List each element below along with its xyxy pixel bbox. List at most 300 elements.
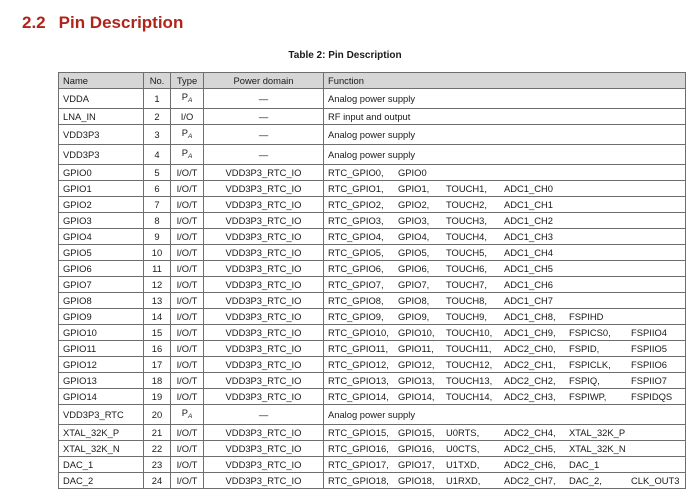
power-domain-cell: — bbox=[204, 145, 324, 165]
function-list bbox=[328, 127, 685, 142]
function-list bbox=[328, 357, 685, 372]
table-row bbox=[59, 109, 686, 125]
function-item: GPIO2, bbox=[398, 199, 430, 210]
function-cell bbox=[324, 373, 686, 389]
pin-type-cell bbox=[171, 181, 204, 197]
pin-number-cell: 8 bbox=[144, 213, 171, 229]
pin-type-subscript: A bbox=[187, 413, 193, 420]
function-list bbox=[328, 109, 685, 124]
pin-type-label: I/O/T bbox=[176, 359, 198, 370]
function-item: TOUCH7, bbox=[446, 279, 487, 290]
function-item: ADC1_CH3 bbox=[504, 231, 553, 242]
pin-number-cell: 18 bbox=[144, 373, 171, 389]
function-item: ADC2_CH1, bbox=[504, 359, 556, 370]
function-item: FSPIDQS bbox=[631, 391, 673, 402]
pin-type-label: I/O/T bbox=[176, 475, 198, 486]
table-row bbox=[59, 89, 686, 109]
function-list bbox=[328, 147, 685, 162]
function-cell bbox=[324, 473, 686, 489]
pin-name-cell: GPIO7 bbox=[59, 277, 144, 293]
function-item: ADC2_CH0, bbox=[504, 343, 556, 354]
pin-name-cell: GPIO5 bbox=[59, 245, 144, 261]
function-list bbox=[328, 389, 685, 404]
function-item: ADC1_CH5 bbox=[504, 263, 553, 274]
function-item: GPIO14, bbox=[398, 391, 435, 402]
pin-type-cell bbox=[171, 213, 204, 229]
power-domain-cell: VDD3P3_RTC_IO bbox=[204, 457, 324, 473]
function-cell bbox=[324, 405, 686, 425]
function-item: FSPIIO4 bbox=[631, 327, 667, 338]
pin-name-cell: GPIO14 bbox=[59, 389, 144, 405]
pin-type-label: I/O/T bbox=[176, 183, 198, 194]
function-list bbox=[328, 373, 685, 388]
function-cell bbox=[324, 425, 686, 441]
section-title: Pin Description bbox=[58, 13, 184, 32]
function-item: TOUCH9, bbox=[446, 311, 487, 322]
function-item: RTC_GPIO18, bbox=[328, 475, 389, 486]
pin-name-cell: DAC_1 bbox=[59, 457, 144, 473]
function-item: Analog power supply bbox=[328, 129, 416, 140]
pin-number-cell: 5 bbox=[144, 165, 171, 181]
table-row bbox=[59, 165, 686, 181]
pin-type-cell bbox=[171, 357, 204, 373]
function-item: TOUCH3, bbox=[446, 215, 487, 226]
pin-name-cell: GPIO1 bbox=[59, 181, 144, 197]
function-item: Analog power supply bbox=[328, 93, 416, 104]
function-item: RTC_GPIO10, bbox=[328, 327, 389, 338]
function-item: FSPIQ, bbox=[569, 375, 600, 386]
table-row bbox=[59, 441, 686, 457]
power-domain-cell: — bbox=[204, 109, 324, 125]
pin-name-cell: VDDA bbox=[59, 89, 144, 109]
function-item: ADC2_CH2, bbox=[504, 375, 556, 386]
pin-number-cell: 1 bbox=[144, 89, 171, 109]
function-cell bbox=[324, 357, 686, 373]
table-row bbox=[59, 145, 686, 165]
pin-name-cell: GPIO10 bbox=[59, 325, 144, 341]
pin-name-cell: GPIO3 bbox=[59, 213, 144, 229]
pin-type-cell bbox=[171, 197, 204, 213]
function-item: DAC_2, bbox=[569, 475, 602, 486]
pin-name-cell: GPIO13 bbox=[59, 373, 144, 389]
function-item: TOUCH6, bbox=[446, 263, 487, 274]
header-type: Type bbox=[171, 73, 204, 89]
pin-type-cell bbox=[171, 293, 204, 309]
function-item: ADC1_CH9, bbox=[504, 327, 556, 338]
function-item: GPIO13, bbox=[398, 375, 435, 386]
pin-type-subscript: A bbox=[187, 153, 193, 160]
function-cell bbox=[324, 325, 686, 341]
function-item: RTC_GPIO1, bbox=[328, 183, 384, 194]
function-cell bbox=[324, 261, 686, 277]
function-item: ADC2_CH4, bbox=[504, 427, 556, 438]
function-item: GPIO12, bbox=[398, 359, 435, 370]
power-domain-cell: VDD3P3_RTC_IO bbox=[204, 293, 324, 309]
table-row bbox=[59, 293, 686, 309]
pin-type-cell bbox=[171, 341, 204, 357]
function-cell bbox=[324, 109, 686, 125]
power-domain-cell: — bbox=[204, 125, 324, 145]
pin-type-cell bbox=[171, 245, 204, 261]
pin-type-label: P bbox=[181, 147, 188, 158]
pin-type-cell bbox=[171, 373, 204, 389]
function-list bbox=[328, 245, 685, 260]
function-item: TOUCH10, bbox=[446, 327, 493, 338]
pin-number-cell: 3 bbox=[144, 125, 171, 145]
pin-number-cell: 22 bbox=[144, 441, 171, 457]
function-item: TOUCH5, bbox=[446, 247, 487, 258]
function-list bbox=[328, 165, 685, 180]
function-item: GPIO15, bbox=[398, 427, 435, 438]
table-row bbox=[59, 197, 686, 213]
function-item: FSPIHD bbox=[569, 311, 604, 322]
header-no: No. bbox=[144, 73, 171, 89]
pin-type-label: I/O/T bbox=[176, 199, 198, 210]
table-row bbox=[59, 277, 686, 293]
function-item: FSPICS0, bbox=[569, 327, 611, 338]
function-item: GPIO17, bbox=[398, 459, 435, 470]
function-item: GPIO18, bbox=[398, 475, 435, 486]
pin-type-cell bbox=[171, 145, 204, 165]
function-item: GPIO10, bbox=[398, 327, 435, 338]
function-list bbox=[328, 229, 685, 244]
table-row bbox=[59, 357, 686, 373]
function-item: FSPIWP, bbox=[569, 391, 607, 402]
pin-type-label: I/O/T bbox=[176, 443, 198, 454]
table-row bbox=[59, 425, 686, 441]
function-item: RTC_GPIO2, bbox=[328, 199, 384, 210]
pin-type-cell bbox=[171, 109, 204, 125]
pin-type-label: I/O bbox=[180, 111, 194, 122]
table-row bbox=[59, 373, 686, 389]
function-list bbox=[328, 441, 685, 456]
function-item: U0CTS, bbox=[446, 443, 480, 454]
pin-description-table bbox=[58, 72, 686, 489]
pin-type-label: I/O/T bbox=[176, 391, 198, 402]
pin-type-cell bbox=[171, 473, 204, 489]
pin-type-cell bbox=[171, 389, 204, 405]
function-item: GPIO16, bbox=[398, 443, 435, 454]
section-heading bbox=[22, 13, 183, 33]
table-caption: Table 2: Pin Description bbox=[288, 50, 402, 61]
function-item: RF input and output bbox=[328, 111, 411, 122]
function-list bbox=[328, 325, 685, 340]
pin-name-cell: GPIO0 bbox=[59, 165, 144, 181]
header-function: Function bbox=[324, 73, 686, 89]
table-header bbox=[59, 73, 686, 89]
function-item: ADC2_CH6, bbox=[504, 459, 556, 470]
function-item: TOUCH1, bbox=[446, 183, 487, 194]
table-row bbox=[59, 245, 686, 261]
pin-name-cell: GPIO12 bbox=[59, 357, 144, 373]
power-domain-cell: VDD3P3_RTC_IO bbox=[204, 165, 324, 181]
pin-number-cell: 11 bbox=[144, 261, 171, 277]
function-item: GPIO11, bbox=[398, 343, 434, 354]
function-item: FSPIIO6 bbox=[631, 359, 667, 370]
function-item: TOUCH2, bbox=[446, 199, 487, 210]
function-item: RTC_GPIO12, bbox=[328, 359, 389, 370]
function-item: RTC_GPIO6, bbox=[328, 263, 384, 274]
pin-type-label: P bbox=[181, 127, 188, 138]
pin-name-cell: GPIO4 bbox=[59, 229, 144, 245]
function-cell bbox=[324, 89, 686, 109]
function-item: GPIO7, bbox=[398, 279, 430, 290]
function-item: ADC1_CH7 bbox=[504, 295, 553, 306]
function-item: TOUCH11, bbox=[446, 343, 492, 354]
pin-number-cell: 12 bbox=[144, 277, 171, 293]
table-row bbox=[59, 405, 686, 425]
function-item: RTC_GPIO15, bbox=[328, 427, 389, 438]
pin-name-cell: LNA_IN bbox=[59, 109, 144, 125]
pin-number-cell: 14 bbox=[144, 309, 171, 325]
pin-number-cell: 7 bbox=[144, 197, 171, 213]
header-name: Name bbox=[59, 73, 144, 89]
function-item: RTC_GPIO16, bbox=[328, 443, 389, 454]
function-item: XTAL_32K_N bbox=[569, 443, 626, 454]
pin-type-label: I/O/T bbox=[176, 375, 198, 386]
function-cell bbox=[324, 245, 686, 261]
function-cell bbox=[324, 181, 686, 197]
pin-type-cell bbox=[171, 441, 204, 457]
table-row bbox=[59, 213, 686, 229]
function-item: DAC_1 bbox=[569, 459, 600, 470]
power-domain-cell: VDD3P3_RTC_IO bbox=[204, 213, 324, 229]
table-body bbox=[59, 89, 686, 489]
function-item: TOUCH8, bbox=[446, 295, 487, 306]
pin-type-cell bbox=[171, 457, 204, 473]
pin-name-cell: GPIO8 bbox=[59, 293, 144, 309]
function-cell bbox=[324, 277, 686, 293]
function-list bbox=[328, 425, 685, 440]
function-list bbox=[328, 181, 685, 196]
pin-type-label: I/O/T bbox=[176, 167, 198, 178]
table-row bbox=[59, 261, 686, 277]
pin-name-cell: VDD3P3 bbox=[59, 145, 144, 165]
power-domain-cell: VDD3P3_RTC_IO bbox=[204, 261, 324, 277]
power-domain-cell: VDD3P3_RTC_IO bbox=[204, 441, 324, 457]
pin-number-cell: 4 bbox=[144, 145, 171, 165]
power-domain-cell: VDD3P3_RTC_IO bbox=[204, 373, 324, 389]
pin-type-cell bbox=[171, 229, 204, 245]
pin-type-cell bbox=[171, 425, 204, 441]
function-list bbox=[328, 473, 685, 488]
pin-type-cell bbox=[171, 165, 204, 181]
function-item: RTC_GPIO17, bbox=[328, 459, 389, 470]
function-item: FSPICLK, bbox=[569, 359, 611, 370]
pin-number-cell: 16 bbox=[144, 341, 171, 357]
function-item: RTC_GPIO8, bbox=[328, 295, 384, 306]
function-item: GPIO5, bbox=[398, 247, 430, 258]
table-row bbox=[59, 309, 686, 325]
table-row bbox=[59, 181, 686, 197]
pin-name-cell: VDD3P3_RTC bbox=[59, 405, 144, 425]
section-number: 2.2 bbox=[22, 13, 46, 32]
pin-type-label: I/O/T bbox=[176, 427, 198, 438]
pin-type-cell bbox=[171, 309, 204, 325]
pin-type-cell bbox=[171, 261, 204, 277]
pin-name-cell: GPIO2 bbox=[59, 197, 144, 213]
pin-type-label: I/O/T bbox=[176, 215, 198, 226]
pin-number-cell: 10 bbox=[144, 245, 171, 261]
pin-type-cell bbox=[171, 125, 204, 145]
function-item: ADC2_CH3, bbox=[504, 391, 556, 402]
function-cell bbox=[324, 165, 686, 181]
function-item: RTC_GPIO5, bbox=[328, 247, 384, 258]
function-item: ADC1_CH8, bbox=[504, 311, 556, 322]
power-domain-cell: VDD3P3_RTC_IO bbox=[204, 325, 324, 341]
pin-type-label: I/O/T bbox=[176, 343, 198, 354]
power-domain-cell: VDD3P3_RTC_IO bbox=[204, 229, 324, 245]
function-list bbox=[328, 213, 685, 228]
pin-type-label: I/O/T bbox=[176, 311, 198, 322]
function-item: RTC_GPIO11, bbox=[328, 343, 389, 354]
function-item: Analog power supply bbox=[328, 149, 416, 160]
function-item: TOUCH12, bbox=[446, 359, 493, 370]
function-item: U0RTS, bbox=[446, 427, 480, 438]
pin-name-cell: GPIO11 bbox=[59, 341, 144, 357]
pin-type-subscript: A bbox=[187, 97, 193, 104]
function-item: GPIO9, bbox=[398, 311, 430, 322]
function-item: CLK_OUT3 bbox=[631, 475, 680, 486]
function-item: GPIO0 bbox=[398, 167, 427, 178]
function-item: RTC_GPIO9, bbox=[328, 311, 384, 322]
function-cell bbox=[324, 145, 686, 165]
function-item: GPIO8, bbox=[398, 295, 430, 306]
pin-type-label: I/O/T bbox=[176, 295, 198, 306]
function-cell bbox=[324, 341, 686, 357]
function-cell bbox=[324, 389, 686, 405]
function-item: ADC1_CH2 bbox=[504, 215, 553, 226]
function-item: GPIO4, bbox=[398, 231, 430, 242]
pin-name-cell: XTAL_32K_N bbox=[59, 441, 144, 457]
pin-type-label: I/O/T bbox=[176, 327, 198, 338]
function-cell bbox=[324, 457, 686, 473]
pin-type-label: I/O/T bbox=[176, 231, 198, 242]
table-row bbox=[59, 325, 686, 341]
function-list bbox=[328, 91, 685, 106]
function-item: GPIO1, bbox=[398, 183, 430, 194]
pin-number-cell: 24 bbox=[144, 473, 171, 489]
function-item: RTC_GPIO4, bbox=[328, 231, 384, 242]
pin-number-cell: 15 bbox=[144, 325, 171, 341]
function-item: U1RXD, bbox=[446, 475, 481, 486]
function-item: ADC1_CH6 bbox=[504, 279, 553, 290]
function-item: RTC_GPIO3, bbox=[328, 215, 384, 226]
function-item: RTC_GPIO14, bbox=[328, 391, 389, 402]
pin-number-cell: 9 bbox=[144, 229, 171, 245]
function-list bbox=[328, 407, 685, 422]
pin-name-cell: GPIO6 bbox=[59, 261, 144, 277]
function-item: ADC1_CH1 bbox=[504, 199, 553, 210]
pin-type-label: I/O/T bbox=[176, 247, 198, 258]
pin-type-cell bbox=[171, 405, 204, 425]
function-list bbox=[328, 309, 685, 324]
pin-type-label: I/O/T bbox=[176, 459, 198, 470]
function-list bbox=[328, 277, 685, 292]
pin-number-cell: 20 bbox=[144, 405, 171, 425]
pin-type-subscript: A bbox=[187, 133, 193, 140]
function-item: ADC2_CH5, bbox=[504, 443, 556, 454]
function-item: TOUCH4, bbox=[446, 231, 487, 242]
pin-type-cell bbox=[171, 325, 204, 341]
function-list bbox=[328, 457, 685, 472]
function-item: GPIO3, bbox=[398, 215, 430, 226]
function-item: XTAL_32K_P bbox=[569, 427, 626, 438]
function-list bbox=[328, 293, 685, 308]
pin-number-cell: 2 bbox=[144, 109, 171, 125]
pin-type-cell bbox=[171, 277, 204, 293]
pin-name-cell: GPIO9 bbox=[59, 309, 144, 325]
pin-number-cell: 17 bbox=[144, 357, 171, 373]
function-cell bbox=[324, 125, 686, 145]
pin-type-label: P bbox=[181, 91, 188, 102]
power-domain-cell: VDD3P3_RTC_IO bbox=[204, 425, 324, 441]
power-domain-cell: VDD3P3_RTC_IO bbox=[204, 357, 324, 373]
function-item: FSPID, bbox=[569, 343, 600, 354]
header-power-domain: Power domain bbox=[204, 73, 324, 89]
function-list bbox=[328, 341, 685, 356]
function-item: RTC_GPIO7, bbox=[328, 279, 384, 290]
function-item: RTC_GPIO0, bbox=[328, 167, 384, 178]
function-item: ADC1_CH0 bbox=[504, 183, 553, 194]
function-item: Analog power supply bbox=[328, 409, 416, 420]
function-item: TOUCH14, bbox=[446, 391, 493, 402]
pin-number-cell: 21 bbox=[144, 425, 171, 441]
pin-type-label: I/O/T bbox=[176, 263, 198, 274]
function-item: TOUCH13, bbox=[446, 375, 493, 386]
function-cell bbox=[324, 229, 686, 245]
function-item: ADC1_CH4 bbox=[504, 247, 553, 258]
function-item: FSPIIO7 bbox=[631, 375, 667, 386]
function-item: RTC_GPIO13, bbox=[328, 375, 389, 386]
power-domain-cell: VDD3P3_RTC_IO bbox=[204, 309, 324, 325]
function-list bbox=[328, 261, 685, 276]
power-domain-cell: VDD3P3_RTC_IO bbox=[204, 197, 324, 213]
function-cell bbox=[324, 441, 686, 457]
function-list bbox=[328, 197, 685, 212]
table-row bbox=[59, 389, 686, 405]
pin-type-label: P bbox=[181, 407, 188, 418]
power-domain-cell: VDD3P3_RTC_IO bbox=[204, 389, 324, 405]
pin-type-cell bbox=[171, 89, 204, 109]
pin-number-cell: 13 bbox=[144, 293, 171, 309]
pin-number-cell: 19 bbox=[144, 389, 171, 405]
power-domain-cell: VDD3P3_RTC_IO bbox=[204, 277, 324, 293]
pin-name-cell: VDD3P3 bbox=[59, 125, 144, 145]
function-item: U1TXD, bbox=[446, 459, 480, 470]
pin-number-cell: 6 bbox=[144, 181, 171, 197]
table-row bbox=[59, 341, 686, 357]
power-domain-cell: VDD3P3_RTC_IO bbox=[204, 245, 324, 261]
power-domain-cell: VDD3P3_RTC_IO bbox=[204, 341, 324, 357]
pin-type-label: I/O/T bbox=[176, 279, 198, 290]
power-domain-cell: VDD3P3_RTC_IO bbox=[204, 181, 324, 197]
function-item: FSPIIO5 bbox=[631, 343, 667, 354]
function-item: ADC2_CH7, bbox=[504, 475, 556, 486]
function-cell bbox=[324, 293, 686, 309]
function-cell bbox=[324, 197, 686, 213]
power-domain-cell: — bbox=[204, 405, 324, 425]
pin-name-cell: DAC_2 bbox=[59, 473, 144, 489]
pin-number-cell: 23 bbox=[144, 457, 171, 473]
function-cell bbox=[324, 309, 686, 325]
pin-name-cell: XTAL_32K_P bbox=[59, 425, 144, 441]
table-row bbox=[59, 229, 686, 245]
table-row bbox=[59, 457, 686, 473]
table-row bbox=[59, 473, 686, 489]
function-item: GPIO6, bbox=[398, 263, 430, 274]
header-row bbox=[59, 73, 686, 89]
